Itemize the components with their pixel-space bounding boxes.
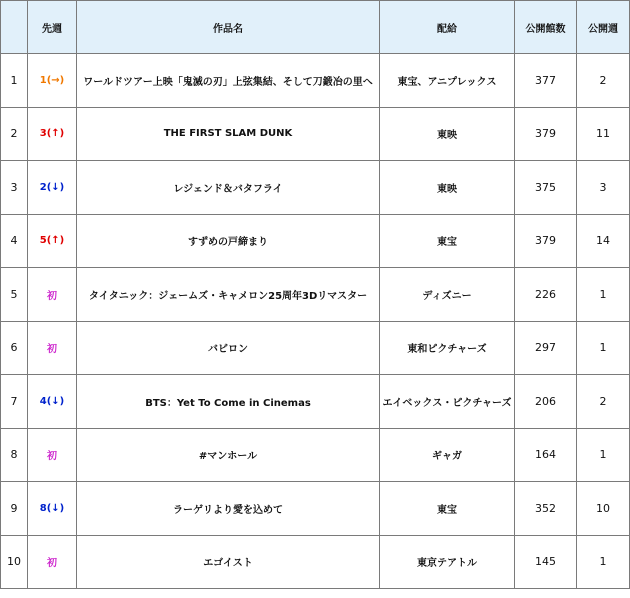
rank-cell: 9 bbox=[1, 482, 28, 536]
theaters-cell: 297 bbox=[515, 321, 577, 375]
prev-week-cell: 5(↑) bbox=[28, 214, 77, 268]
title-cell: ワールドツアー上映「鬼滅の刃」上弦集結、そして刀鍛冶の里へ bbox=[77, 54, 380, 108]
table-row bbox=[1, 375, 630, 429]
table-row bbox=[1, 321, 630, 375]
table-row bbox=[1, 54, 630, 108]
table-row bbox=[1, 482, 630, 536]
rank-cell: 10 bbox=[1, 535, 28, 589]
distributor-cell: 東映 bbox=[380, 107, 515, 161]
rank-cell: 8 bbox=[1, 428, 28, 482]
header-rank bbox=[1, 1, 28, 54]
theaters-cell: 375 bbox=[515, 161, 577, 215]
header-title: 作品名 bbox=[77, 1, 380, 54]
table-row bbox=[1, 214, 630, 268]
prev-week-cell: 初 bbox=[28, 428, 77, 482]
weeks-cell: 1 bbox=[577, 321, 630, 375]
distributor-cell: 東宝 bbox=[380, 214, 515, 268]
weeks-cell: 1 bbox=[577, 535, 630, 589]
theaters-cell: 164 bbox=[515, 428, 577, 482]
rank-cell: 5 bbox=[1, 268, 28, 322]
rank-cell: 7 bbox=[1, 375, 28, 429]
title-cell: THE FIRST SLAM DUNK bbox=[77, 107, 380, 161]
weeks-cell: 1 bbox=[577, 428, 630, 482]
weeks-cell: 1 bbox=[577, 268, 630, 322]
rank-cell: 2 bbox=[1, 107, 28, 161]
prev-week-cell: 1(→) bbox=[28, 54, 77, 108]
title-cell: バビロン bbox=[77, 321, 380, 375]
title-cell: BTS：Yet To Come in Cinemas bbox=[77, 375, 380, 429]
distributor-cell: ディズニー bbox=[380, 268, 515, 322]
weeks-cell: 2 bbox=[577, 54, 630, 108]
prev-week-cell: 8(↓) bbox=[28, 482, 77, 536]
rank-cell: 3 bbox=[1, 161, 28, 215]
title-cell: #マンホール bbox=[77, 428, 380, 482]
header-theaters: 公開館数 bbox=[515, 1, 577, 54]
table-row bbox=[1, 428, 630, 482]
prev-week-cell: 3(↑) bbox=[28, 107, 77, 161]
distributor-cell: 東京テアトル bbox=[380, 535, 515, 589]
theaters-cell: 145 bbox=[515, 535, 577, 589]
title-cell: タイタニック：ジェームズ・キャメロン25周年3Dリマスター bbox=[77, 268, 380, 322]
theaters-cell: 206 bbox=[515, 375, 577, 429]
theaters-cell: 379 bbox=[515, 107, 577, 161]
weeks-cell: 10 bbox=[577, 482, 630, 536]
prev-week-cell: 4(↓) bbox=[28, 375, 77, 429]
distributor-cell: エイベックス・ピクチャーズ bbox=[380, 375, 515, 429]
theaters-cell: 377 bbox=[515, 54, 577, 108]
table-row bbox=[1, 268, 630, 322]
prev-week-cell: 2(↓) bbox=[28, 161, 77, 215]
rank-cell: 1 bbox=[1, 54, 28, 108]
prev-week-cell: 初 bbox=[28, 321, 77, 375]
distributor-cell: 東映 bbox=[380, 161, 515, 215]
theaters-cell: 379 bbox=[515, 214, 577, 268]
table-row bbox=[1, 535, 630, 589]
prev-week-cell: 初 bbox=[28, 268, 77, 322]
theaters-cell: 352 bbox=[515, 482, 577, 536]
title-cell: エゴイスト bbox=[77, 535, 380, 589]
rank-cell: 4 bbox=[1, 214, 28, 268]
distributor-cell: 東和ピクチャーズ bbox=[380, 321, 515, 375]
prev-week-cell: 初 bbox=[28, 535, 77, 589]
table-header-row bbox=[1, 1, 630, 54]
weeks-cell: 2 bbox=[577, 375, 630, 429]
weeks-cell: 11 bbox=[577, 107, 630, 161]
header-prev-week: 先週 bbox=[28, 1, 77, 54]
rank-cell: 6 bbox=[1, 321, 28, 375]
distributor-cell: 東宝 bbox=[380, 482, 515, 536]
header-distributor: 配給 bbox=[380, 1, 515, 54]
weeks-cell: 3 bbox=[577, 161, 630, 215]
title-cell: ラーゲリより愛を込めて bbox=[77, 482, 380, 536]
weeks-cell: 14 bbox=[577, 214, 630, 268]
distributor-cell: ギャガ bbox=[380, 428, 515, 482]
distributor-cell: 東宝、アニプレックス bbox=[380, 54, 515, 108]
table-row bbox=[1, 107, 630, 161]
title-cell: すずめの戸締まり bbox=[77, 214, 380, 268]
theaters-cell: 226 bbox=[515, 268, 577, 322]
header-weeks: 公開週 bbox=[577, 1, 630, 54]
title-cell: レジェンド＆バタフライ bbox=[77, 161, 380, 215]
table-row bbox=[1, 161, 630, 215]
